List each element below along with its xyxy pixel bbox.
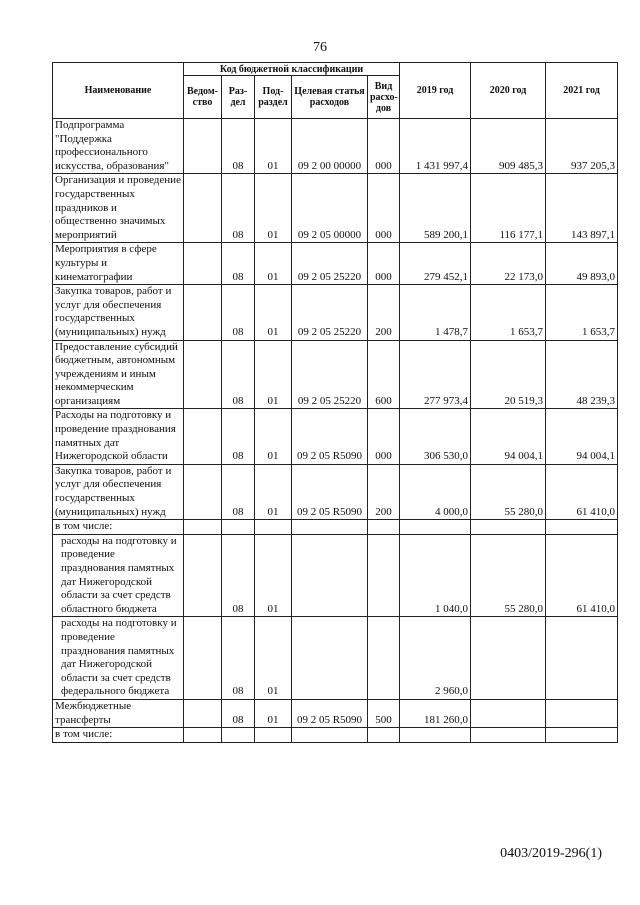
header-2019: 2019 год [400,63,471,119]
table-row [53,119,618,174]
cell-dept [184,534,222,617]
cell-kind: 500 [368,699,400,727]
cell-y2019 [400,520,471,535]
cell-dept [184,520,222,535]
cell-subsection: 01 [255,174,292,243]
cell-target [292,728,368,743]
cell-kind: 600 [368,340,400,409]
cell-y2020: 20 519,3 [471,340,546,409]
cell-y2019: 1 478,7 [400,285,471,340]
cell-y2021 [546,617,618,700]
cell-y2019: 589 200,1 [400,174,471,243]
cell-dept [184,409,222,464]
header-name: Наименование [53,63,184,119]
cell-subsection: 01 [255,617,292,700]
cell-dept [184,119,222,174]
cell-y2020: 55 280,0 [471,464,546,519]
cell-y2021: 94 004,1 [546,409,618,464]
cell-section: 08 [222,243,255,285]
cell-name: расходы на подготовку и проведение празднования памятных дат Нижегородской области за счет средств федерального бюджета [53,617,184,700]
cell-y2021: 937 205,3 [546,119,618,174]
cell-y2021: 1 653,7 [546,285,618,340]
cell-target [292,534,368,617]
cell-y2020: 55 280,0 [471,534,546,617]
cell-subsection: 01 [255,409,292,464]
header-row-1 [53,63,618,76]
cell-y2020: 94 004,1 [471,409,546,464]
cell-section [222,520,255,535]
cell-y2020 [471,728,546,743]
table-body [53,119,618,743]
cell-subsection: 01 [255,285,292,340]
table-row [53,409,618,464]
cell-subsection: 01 [255,243,292,285]
header-section: Раз-дел [222,76,255,119]
cell-kind: 000 [368,174,400,243]
cell-y2019 [400,728,471,743]
cell-target: 09 2 05 R5090 [292,409,368,464]
cell-section [222,728,255,743]
cell-kind: 200 [368,464,400,519]
cell-y2019: 279 452,1 [400,243,471,285]
cell-section: 08 [222,617,255,700]
cell-kind: 000 [368,243,400,285]
cell-y2019: 1 040,0 [400,534,471,617]
cell-name: в том числе: [53,520,184,535]
cell-y2021: 61 410,0 [546,534,618,617]
cell-kind: 200 [368,285,400,340]
cell-target [292,520,368,535]
header-subsection: Под-раздел [255,76,292,119]
cell-target [292,617,368,700]
header-code-group: Код бюджетной классификации [184,63,400,76]
header-2021: 2021 год [546,63,618,119]
cell-section: 08 [222,534,255,617]
cell-subsection: 01 [255,464,292,519]
cell-section: 08 [222,119,255,174]
cell-kind [368,520,400,535]
cell-dept [184,285,222,340]
table-row [53,174,618,243]
cell-section: 08 [222,699,255,727]
cell-kind: 000 [368,409,400,464]
header-dept: Ведом-ство [184,76,222,119]
cell-target: 09 2 05 25220 [292,340,368,409]
header-kind: Вид расхо-дов [368,76,400,119]
cell-y2020: 909 485,3 [471,119,546,174]
cell-y2019: 4 000,0 [400,464,471,519]
header-target: Целевая статья расходов [292,76,368,119]
cell-kind: 000 [368,119,400,174]
cell-section: 08 [222,285,255,340]
cell-y2021 [546,699,618,727]
cell-name: Мероприятия в сфере культуры и кинематографии [53,243,184,285]
cell-subsection [255,728,292,743]
cell-y2021 [546,728,618,743]
table-row [53,699,618,727]
cell-name: Предоставление субсидий бюджетным, автономным учреждениям и иным некоммерческим организациям [53,340,184,409]
cell-y2021 [546,520,618,535]
cell-y2019: 306 530,0 [400,409,471,464]
cell-y2019: 277 973,4 [400,340,471,409]
cell-dept [184,174,222,243]
cell-dept [184,699,222,727]
cell-name: расходы на подготовку и проведение празднования памятных дат Нижегородской области за счет средств областного бюджета [53,534,184,617]
cell-section: 08 [222,340,255,409]
budget-table [52,62,618,743]
page-number: 76 [313,40,327,55]
cell-target: 09 2 05 00000 [292,174,368,243]
cell-dept [184,243,222,285]
table-row [53,534,618,617]
table-row [53,285,618,340]
cell-kind [368,728,400,743]
table-row [53,340,618,409]
cell-subsection: 01 [255,699,292,727]
cell-subsection [255,520,292,535]
cell-y2021: 48 239,3 [546,340,618,409]
table-row [53,243,618,285]
cell-name: Закупка товаров, работ и услуг для обеспечения государственных (муниципальных) нужд [53,285,184,340]
cell-dept [184,464,222,519]
table-row [53,617,618,700]
cell-name: Закупка товаров, работ и услуг для обеспечения государственных (муниципальных) нужд [53,464,184,519]
table-row [53,520,618,535]
cell-subsection: 01 [255,119,292,174]
cell-section: 08 [222,409,255,464]
cell-y2020 [471,617,546,700]
cell-kind [368,617,400,700]
cell-target: 09 2 05 25220 [292,243,368,285]
cell-y2019: 181 260,0 [400,699,471,727]
cell-y2020 [471,520,546,535]
cell-target: 09 2 05 25220 [292,285,368,340]
cell-y2020 [471,699,546,727]
table-row [53,728,618,743]
cell-name: в том числе: [53,728,184,743]
cell-section: 08 [222,174,255,243]
cell-target: 09 2 05 R5090 [292,464,368,519]
cell-y2020: 1 653,7 [471,285,546,340]
cell-name: Подпрограмма "Поддержка профессионального искусства, образования" [53,119,184,174]
header-2020: 2020 год [471,63,546,119]
cell-target: 09 2 00 00000 [292,119,368,174]
cell-y2019: 1 431 997,4 [400,119,471,174]
cell-section: 08 [222,464,255,519]
cell-y2020: 22 173,0 [471,243,546,285]
cell-y2019: 2 960,0 [400,617,471,700]
cell-name: Межбюджетные трансферты [53,699,184,727]
table-row [53,464,618,519]
cell-dept [184,728,222,743]
cell-name: Организация и проведение государственных праздников и общественно значимых мероприятий [53,174,184,243]
cell-kind [368,534,400,617]
cell-y2021: 49 893,0 [546,243,618,285]
cell-name: Расходы на подготовку и проведение празднования памятных дат Нижегородской области [53,409,184,464]
cell-y2020: 116 177,1 [471,174,546,243]
cell-y2021: 61 410,0 [546,464,618,519]
cell-dept [184,340,222,409]
document-id: 0403/2019-296(1) [500,846,602,861]
cell-dept [184,617,222,700]
cell-target: 09 2 05 R5090 [292,699,368,727]
cell-subsection: 01 [255,340,292,409]
cell-subsection: 01 [255,534,292,617]
cell-y2021: 143 897,1 [546,174,618,243]
